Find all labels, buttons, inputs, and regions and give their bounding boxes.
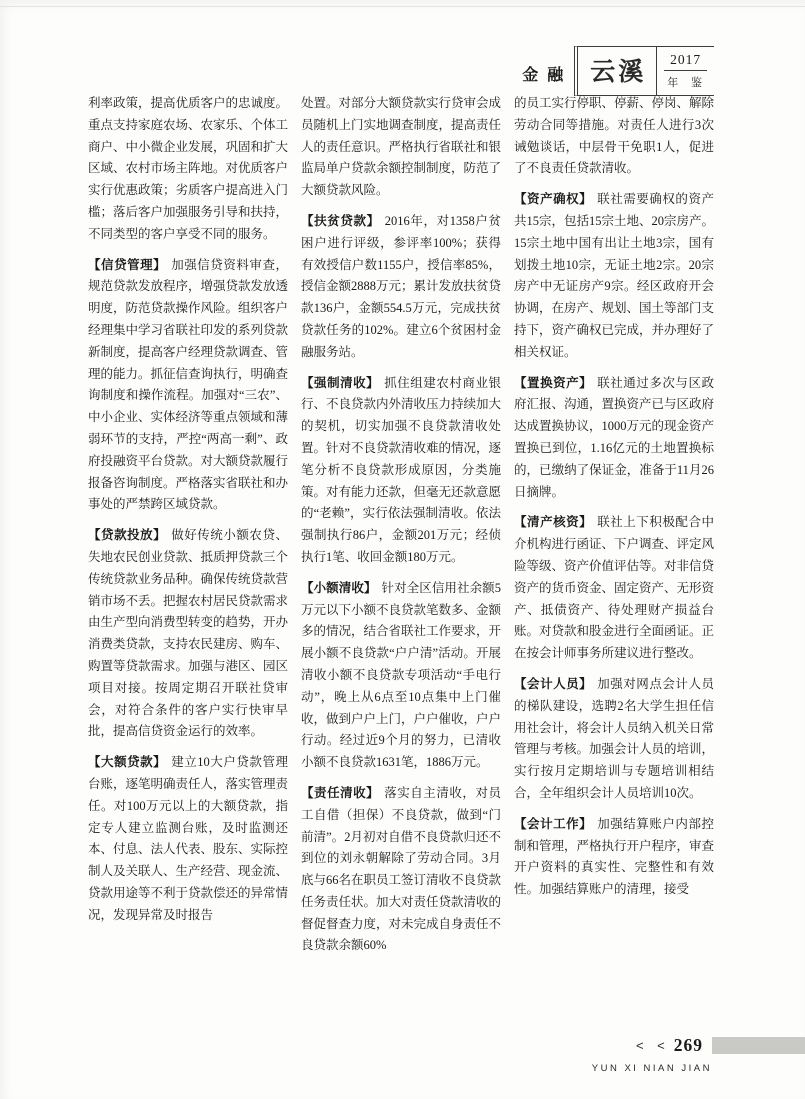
entry-heading: 【小额清收】 bbox=[301, 580, 377, 595]
entry-text: 联社上下积极配合中介机构进行函证、下户调查、评定风险等级、资产价值评估等。对非信贷资产的货币资金、固定资产、无形资产、抵债资产、待处理财产损益台账。对贷款和股金进行全面函证。正在按会计师事务所建议进行整改。 bbox=[514, 515, 715, 661]
entry-text: 的员工实行停职、停薪、停岗、解除劳动合同等措施。对责任人进行3次诫勉谈话，中层骨干免职1人，促进了不良责任贷款清收。 bbox=[514, 96, 715, 176]
entry-paragraph bbox=[514, 512, 714, 665]
entry-paragraph bbox=[88, 255, 288, 517]
entry-text: 联社需要确权的资产共15宗，包括15宗土地、20宗房产。15宗土地中国有出让土地3宗，国有划拨土地10宗，无证土地2宗。20宗房产中无证房产9宗。经区政府开会协调，在房产、规划、国土等部门支持下，资产确权已完成，并办理好了相关权证。 bbox=[514, 192, 715, 359]
entry-paragraph bbox=[88, 525, 288, 743]
entry-heading: 【置换资产】 bbox=[514, 375, 593, 390]
entry-paragraph bbox=[514, 373, 714, 504]
entry-heading: 【责任清收】 bbox=[301, 785, 380, 800]
entry-paragraph bbox=[514, 93, 714, 180]
page-bar-decor bbox=[712, 1037, 805, 1054]
page-footer bbox=[592, 1035, 805, 1074]
entry-paragraph bbox=[88, 93, 288, 246]
entry-paragraph bbox=[301, 211, 501, 364]
entry-heading: 【会计人员】 bbox=[514, 676, 593, 691]
page-chevrons: < < bbox=[635, 1038, 670, 1053]
entry-heading: 【大额贷款】 bbox=[88, 755, 167, 770]
section-title: 金融 bbox=[522, 66, 573, 84]
text-columns bbox=[88, 93, 715, 966]
entry-text: 处置。对部分大额贷款实行贷审会成员随机上门实地调查制度，提高责任人的责任意识。严格执行省联社和银监局单户贷款余额控制制度，防范了大额贷款风险。 bbox=[301, 96, 502, 198]
entry-text: 2016年，对1358户贫困户进行评级，参评率100%；获得有效授信户数1155户，授信率85%，授信金额2888万元；累计发放扶贫贷款136户，金额554.5万元，完成扶贫贷款任务的102%。建立6个贫困村金融服务站。 bbox=[301, 213, 502, 359]
entry-text: 加强结算账户内部控制和管理，严格执行开户程序，审查开户资料的真实性、完整性和有效性。加强结算账户的清理，接受 bbox=[514, 816, 715, 897]
entry-heading: 【资产确权】 bbox=[514, 192, 593, 207]
entry-heading: 【会计工作】 bbox=[514, 816, 593, 831]
entry-heading: 【贷款投放】 bbox=[88, 528, 167, 543]
year-block bbox=[656, 47, 714, 95]
page-number-bar bbox=[636, 1035, 805, 1056]
brand-name: 云溪 bbox=[590, 59, 647, 86]
column-1 bbox=[88, 93, 288, 966]
entry-text: 建立10大户贷款管理台账，逐笔明确责任人，落实管理责任。对100万元以上的大额贷款，指定专人建立监测台账，及时监测还本、付息、法人代表、股东、实际控制人及关联人、生产经营、现金流、贷款用途等不利于贷款偿还的异常情况，发现异常及时报告 bbox=[88, 755, 289, 922]
entry-heading: 【清产核资】 bbox=[514, 515, 593, 530]
page-header bbox=[522, 46, 714, 96]
footer-caption: YUN XI NIAN JIAN bbox=[591, 1063, 712, 1074]
entry-paragraph bbox=[301, 783, 501, 957]
page-number: 269 bbox=[673, 1035, 703, 1055]
entry-text: 加强对网点会计人员的梯队建设，选聘2名大学生担任信用社会计，将会计人员纳入机关日常管理与考核。加强会计人员的培训，实行按月定期培训与专题培训相结合，全年组织会计人员培训10次。 bbox=[514, 676, 715, 800]
entry-text: 加强信贷资料审查，规范贷款发放程序，增强贷款发放透明度，防范贷款操作风险。组织客户经理集中学习省联社印发的系列贷款新制度，提高客户经理贷款调查、管理的能力。抓征信查询执行，明确查询制度和操作流程。加强对“三农”、中小企业、实体经济等重点领域和薄弱环节的支持，严控“两高一剩”、政府投融资平台贷款。对大额贷款履行报备咨询制度。严格落实省联社和办事处的严禁跨区域贷款。 bbox=[88, 257, 289, 512]
brand-box bbox=[574, 46, 714, 96]
column-3 bbox=[514, 93, 714, 966]
entry-text: 利率政策，提高优质客户的忠诚度。重点支持家庭农场、农家乐、个体工商户、中小微企业发展，巩固和扩大区域、农村市场主阵地。对优质客户实行优惠政策；劣质客户提高进入门槛；落后客户加强服务引导和扶持，不同类型的客户享受不同的服务。 bbox=[88, 96, 289, 241]
entry-paragraph bbox=[514, 674, 714, 805]
entry-text: 联社通过多次与区政府汇报、沟通，置换资产已与区政府达成置换协议，1000万元的现金资产置换已到位，1.16亿元的土地置换标的，已缴纳了保证金，准备于11月26日摘牌。 bbox=[514, 375, 715, 499]
entry-paragraph bbox=[301, 93, 501, 202]
entry-paragraph bbox=[514, 189, 714, 363]
entry-text: 针对全区信用社余额5万元以下小额不良贷款笔数多、金额多的情况，结合省联社工作要求，开展小额不良贷款“户户清”活动。开展清收小额不良贷款专项活动“手电行动”，晚上从6点至10点集中上门催收，做到户户上门，户户催收，户户行动。经过近9个月的努力，已清收小额不良贷款1631笔，1886万元。 bbox=[301, 580, 502, 770]
entry-paragraph bbox=[301, 373, 501, 569]
entry-paragraph bbox=[301, 578, 501, 774]
entry-paragraph bbox=[514, 814, 714, 901]
entry-heading: 【强制清收】 bbox=[301, 375, 380, 390]
entry-text: 抓住组建农村商业银行、不良贷款内外清收压力持续加大的契机，切实加强不良贷款清收处置。针对不良贷款清收难的情况，逐笔分析不良贷款形成原因，分类施策。对有能力还款，但毫无还款意愿的“老赖”，实行依法强制清收。依法强制执行86户，金额201万元；经侦执行1笔、收回金额180万元。 bbox=[301, 375, 502, 564]
entry-text: 做好传统小额农贷、失地农民创业贷款、抵质押贷款三个传统贷款业务品种。确保传统贷款营销市场不丢。把握农村居民贷款需求由生产型向消费型转变的趋势，开办消费类贷款，支持农民建房、购车、购置等贷款需求。加强与港区、园区项目对接。按周定期召开联社贷审会，对符合条件的客户实行快审早批，提高信贷资金运行的效率。 bbox=[88, 528, 289, 739]
scan-edge-line bbox=[0, 6, 805, 7]
entry-text: 落实自主清收，对员工自借（担保）不良贷款，做到“门前清”。2月初对自借不良贷款归还不到位的刘永朝解除了劳动合同。3月底与66名在职员工签订清收不良贷款任务责任状。加大对责任贷款清收的督促督查力度，对未完成自身责任不良贷款余额60% bbox=[301, 785, 502, 953]
column-2 bbox=[301, 93, 501, 966]
entry-paragraph bbox=[88, 752, 288, 926]
entry-heading: 【信贷管理】 bbox=[88, 257, 167, 272]
year-label: 年 鉴 bbox=[667, 77, 707, 89]
entry-heading: 【扶贫贷款】 bbox=[301, 213, 380, 228]
year-number: 2017 bbox=[664, 52, 707, 71]
